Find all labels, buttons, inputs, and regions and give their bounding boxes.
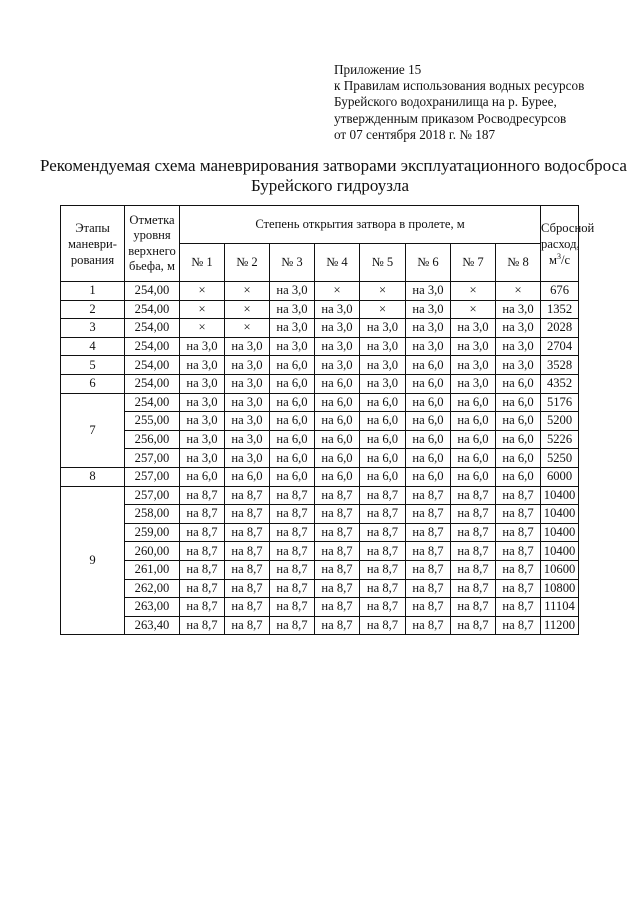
gate-opening-cell: на 8,7 bbox=[496, 579, 541, 598]
gate-opening-cell: на 8,7 bbox=[360, 579, 406, 598]
level-cell: 261,00 bbox=[125, 560, 180, 579]
gate-opening-cell: × bbox=[315, 282, 360, 301]
title-line-1: Рекомендуемая схема маневрирования затворами эксплуатационного водосброса bbox=[40, 156, 627, 175]
gate-opening-cell: на 8,7 bbox=[270, 486, 315, 505]
gate-opening-cell: на 3,0 bbox=[315, 337, 360, 356]
level-cell: 256,00 bbox=[125, 430, 180, 449]
gate-opening-cell: на 3,0 bbox=[180, 412, 225, 431]
gate-opening-cell: на 8,7 bbox=[451, 616, 496, 635]
stage-cell: 5 bbox=[61, 356, 125, 375]
level-cell: 257,00 bbox=[125, 486, 180, 505]
gate-opening-cell: на 6,0 bbox=[496, 449, 541, 468]
level-cell: 263,00 bbox=[125, 598, 180, 617]
header-gate-1: № 1 bbox=[180, 244, 225, 282]
header-gate-2: № 2 bbox=[225, 244, 270, 282]
gate-opening-cell: на 3,0 bbox=[270, 282, 315, 301]
gate-opening-cell: на 6,0 bbox=[360, 430, 406, 449]
table-row bbox=[61, 319, 579, 338]
table-row bbox=[61, 486, 579, 505]
header-gate-7: № 7 bbox=[451, 244, 496, 282]
gate-opening-cell: на 8,7 bbox=[315, 616, 360, 635]
flow-cell: 2028 bbox=[541, 319, 579, 338]
gate-opening-cell: на 8,7 bbox=[180, 486, 225, 505]
gate-opening-cell: на 6,0 bbox=[270, 449, 315, 468]
gate-opening-cell: на 6,0 bbox=[315, 412, 360, 431]
gate-opening-cell: на 8,7 bbox=[451, 598, 496, 617]
gate-opening-cell: на 3,0 bbox=[406, 337, 451, 356]
gate-opening-cell: на 8,7 bbox=[180, 616, 225, 635]
table-row bbox=[61, 356, 579, 375]
stage-cell: 7 bbox=[61, 393, 125, 467]
gate-opening-cell: на 8,7 bbox=[180, 542, 225, 561]
gate-opening-cell: на 8,7 bbox=[180, 523, 225, 542]
gate-opening-cell: на 3,0 bbox=[406, 300, 451, 319]
gate-opening-cell: на 6,0 bbox=[360, 467, 406, 486]
gate-opening-cell: на 3,0 bbox=[406, 319, 451, 338]
gate-opening-cell: × bbox=[360, 300, 406, 319]
gate-opening-cell: на 3,0 bbox=[225, 374, 270, 393]
gate-opening-cell: на 8,7 bbox=[360, 598, 406, 617]
appendix-line: Бурейского водохранилища на р. Бурее, bbox=[334, 94, 557, 110]
table-row bbox=[61, 282, 579, 301]
stage-cell: 8 bbox=[61, 467, 125, 486]
table-row bbox=[61, 579, 579, 598]
gate-opening-cell: на 8,7 bbox=[180, 560, 225, 579]
gate-opening-cell: на 8,7 bbox=[406, 598, 451, 617]
gate-opening-cell: на 8,7 bbox=[225, 598, 270, 617]
gate-opening-cell: на 8,7 bbox=[270, 560, 315, 579]
level-cell: 260,00 bbox=[125, 542, 180, 561]
table-row bbox=[61, 505, 579, 524]
flow-cell: 1352 bbox=[541, 300, 579, 319]
table-row bbox=[61, 598, 579, 617]
gate-opening-cell: на 3,0 bbox=[360, 319, 406, 338]
gate-opening-cell: на 8,7 bbox=[451, 542, 496, 561]
gate-opening-cell: на 3,0 bbox=[180, 374, 225, 393]
gate-opening-cell: на 8,7 bbox=[451, 579, 496, 598]
gate-opening-cell: на 6,0 bbox=[451, 412, 496, 431]
gate-opening-cell: × bbox=[451, 300, 496, 319]
gate-opening-cell: на 8,7 bbox=[315, 598, 360, 617]
gate-opening-cell: на 6,0 bbox=[225, 467, 270, 486]
gate-opening-cell: на 3,0 bbox=[496, 319, 541, 338]
gate-opening-cell: на 3,0 bbox=[315, 300, 360, 319]
gate-opening-cell: на 6,0 bbox=[406, 412, 451, 431]
gate-opening-cell: на 6,0 bbox=[451, 467, 496, 486]
appendix-line: утвержденным приказом Росводресурсов bbox=[334, 110, 567, 126]
header-flow-sup: 3 bbox=[556, 251, 561, 261]
flow-cell: 10400 bbox=[541, 542, 579, 561]
gate-opening-cell: на 8,7 bbox=[225, 616, 270, 635]
gate-opening-cell: на 3,0 bbox=[225, 337, 270, 356]
gate-opening-cell: на 3,0 bbox=[451, 319, 496, 338]
gate-opening-cell: на 8,7 bbox=[451, 505, 496, 524]
stage-cell: 2 bbox=[61, 300, 125, 319]
flow-cell: 10400 bbox=[541, 505, 579, 524]
gate-opening-cell: на 8,7 bbox=[406, 579, 451, 598]
gate-opening-cell: на 3,0 bbox=[225, 393, 270, 412]
level-cell: 254,00 bbox=[125, 300, 180, 319]
flow-cell: 10600 bbox=[541, 560, 579, 579]
table-row bbox=[61, 337, 579, 356]
table-row bbox=[61, 542, 579, 561]
gate-opening-cell: на 3,0 bbox=[315, 319, 360, 338]
gate-opening-cell: на 8,7 bbox=[270, 616, 315, 635]
flow-cell: 11200 bbox=[541, 616, 579, 635]
gate-opening-cell: на 3,0 bbox=[270, 337, 315, 356]
appendix-line: Приложение 15 bbox=[334, 62, 422, 77]
header-gates-group: Степень открытия затвора в пролете, м bbox=[180, 206, 541, 244]
gate-opening-cell: на 8,7 bbox=[180, 505, 225, 524]
gate-opening-cell: на 8,7 bbox=[315, 486, 360, 505]
table-row bbox=[61, 467, 579, 486]
gate-opening-cell: на 6,0 bbox=[496, 374, 541, 393]
gate-opening-cell: на 8,7 bbox=[270, 598, 315, 617]
flow-cell: 10400 bbox=[541, 486, 579, 505]
gate-opening-cell: на 3,0 bbox=[225, 356, 270, 375]
gate-opening-cell: на 3,0 bbox=[270, 319, 315, 338]
table-row bbox=[61, 300, 579, 319]
gate-opening-cell: на 8,7 bbox=[360, 486, 406, 505]
gate-opening-cell: на 8,7 bbox=[406, 523, 451, 542]
gate-opening-cell: на 8,7 bbox=[315, 560, 360, 579]
gate-opening-cell: на 6,0 bbox=[315, 374, 360, 393]
gate-opening-cell: на 8,7 bbox=[496, 523, 541, 542]
gate-opening-cell: × bbox=[225, 282, 270, 301]
flow-cell: 676 bbox=[541, 282, 579, 301]
gate-opening-cell: на 8,7 bbox=[406, 542, 451, 561]
gate-opening-cell: на 8,7 bbox=[496, 560, 541, 579]
gate-opening-cell: на 6,0 bbox=[451, 393, 496, 412]
table-row bbox=[61, 374, 579, 393]
gate-opening-cell: на 6,0 bbox=[360, 393, 406, 412]
gate-opening-cell: на 3,0 bbox=[225, 412, 270, 431]
table-row bbox=[61, 430, 579, 449]
gate-opening-cell: на 6,0 bbox=[315, 393, 360, 412]
gate-opening-cell: на 8,7 bbox=[496, 616, 541, 635]
gate-opening-cell: на 8,7 bbox=[360, 560, 406, 579]
gate-opening-cell: на 3,0 bbox=[496, 300, 541, 319]
level-cell: 254,00 bbox=[125, 337, 180, 356]
gate-opening-cell: на 8,7 bbox=[406, 616, 451, 635]
gate-opening-cell: на 6,0 bbox=[496, 467, 541, 486]
flow-cell: 3528 bbox=[541, 356, 579, 375]
gate-opening-cell: на 6,0 bbox=[270, 467, 315, 486]
gate-opening-cell: × bbox=[180, 300, 225, 319]
flow-cell: 6000 bbox=[541, 467, 579, 486]
gate-opening-cell: на 3,0 bbox=[451, 337, 496, 356]
gate-opening-cell: на 6,0 bbox=[315, 467, 360, 486]
gate-opening-cell: на 6,0 bbox=[451, 449, 496, 468]
gate-opening-cell: × bbox=[225, 300, 270, 319]
gate-opening-cell: на 8,7 bbox=[406, 486, 451, 505]
gate-opening-cell: на 6,0 bbox=[270, 412, 315, 431]
gate-opening-cell: на 8,7 bbox=[225, 523, 270, 542]
gate-opening-cell: на 8,7 bbox=[270, 523, 315, 542]
gate-opening-cell: на 8,7 bbox=[225, 560, 270, 579]
gate-opening-cell: на 3,0 bbox=[406, 282, 451, 301]
level-cell: 255,00 bbox=[125, 412, 180, 431]
gate-opening-cell: на 3,0 bbox=[496, 337, 541, 356]
gate-opening-cell: на 8,7 bbox=[496, 505, 541, 524]
gate-opening-cell: на 8,7 bbox=[270, 505, 315, 524]
level-cell: 259,00 bbox=[125, 523, 180, 542]
flow-cell: 5250 bbox=[541, 449, 579, 468]
flow-cell: 5226 bbox=[541, 430, 579, 449]
level-cell: 254,00 bbox=[125, 356, 180, 375]
gate-opening-cell: на 8,7 bbox=[315, 505, 360, 524]
header-gate-6: № 6 bbox=[406, 244, 451, 282]
gate-opening-cell: на 6,0 bbox=[315, 449, 360, 468]
flow-cell: 2704 bbox=[541, 337, 579, 356]
gate-opening-cell: на 8,7 bbox=[360, 523, 406, 542]
flow-cell: 11104 bbox=[541, 598, 579, 617]
gate-opening-cell: на 8,7 bbox=[315, 579, 360, 598]
level-cell: 257,00 bbox=[125, 449, 180, 468]
gate-opening-cell: на 3,0 bbox=[360, 374, 406, 393]
table-row bbox=[61, 393, 579, 412]
document-title bbox=[40, 156, 627, 196]
gate-opening-cell: на 6,0 bbox=[270, 430, 315, 449]
gate-opening-cell: на 6,0 bbox=[406, 467, 451, 486]
table-row bbox=[61, 616, 579, 635]
gate-opening-cell: × bbox=[225, 319, 270, 338]
gate-opening-cell: на 6,0 bbox=[315, 430, 360, 449]
flow-cell: 5200 bbox=[541, 412, 579, 431]
gate-opening-cell: на 8,7 bbox=[496, 598, 541, 617]
level-cell: 254,00 bbox=[125, 319, 180, 338]
flow-cell: 10400 bbox=[541, 523, 579, 542]
flow-cell: 4352 bbox=[541, 374, 579, 393]
stage-cell: 9 bbox=[61, 486, 125, 635]
gate-opening-cell: на 8,7 bbox=[180, 598, 225, 617]
gate-opening-cell: на 6,0 bbox=[270, 393, 315, 412]
header-flow bbox=[541, 206, 595, 282]
stage-cell: 1 bbox=[61, 282, 125, 301]
gate-opening-cell: на 8,7 bbox=[270, 542, 315, 561]
gate-opening-cell: на 8,7 bbox=[451, 560, 496, 579]
level-cell: 254,00 bbox=[125, 282, 180, 301]
appendix-line: к Правилам использования водных ресурсов bbox=[334, 78, 585, 94]
table-row bbox=[61, 523, 579, 542]
gate-opening-cell: × bbox=[360, 282, 406, 301]
table-row bbox=[61, 560, 579, 579]
gate-opening-cell: на 8,7 bbox=[270, 579, 315, 598]
gate-opening-cell: × bbox=[180, 319, 225, 338]
header-gate-8: № 8 bbox=[496, 244, 541, 282]
gate-opening-cell: на 8,7 bbox=[496, 542, 541, 561]
gate-opening-cell: на 8,7 bbox=[180, 579, 225, 598]
appendix-note bbox=[334, 62, 624, 143]
header-flow-tail: /с bbox=[560, 252, 571, 267]
gate-opening-cell: на 8,7 bbox=[451, 523, 496, 542]
table-row bbox=[61, 449, 579, 468]
gate-opening-cell: на 6,0 bbox=[496, 430, 541, 449]
gate-opening-cell: на 6,0 bbox=[406, 356, 451, 375]
appendix-line: от 07 сентября 2018 г. № 187 bbox=[334, 126, 496, 142]
gate-opening-cell: на 3,0 bbox=[360, 356, 406, 375]
gate-opening-cell: на 3,0 bbox=[451, 374, 496, 393]
gate-opening-cell: на 3,0 bbox=[270, 300, 315, 319]
gate-opening-cell: на 8,7 bbox=[360, 542, 406, 561]
level-cell: 263,40 bbox=[125, 616, 180, 635]
gate-opening-cell: на 8,7 bbox=[406, 505, 451, 524]
level-cell: 254,00 bbox=[125, 374, 180, 393]
stage-cell: 3 bbox=[61, 319, 125, 338]
level-cell: 262,00 bbox=[125, 579, 180, 598]
level-cell: 254,00 bbox=[125, 393, 180, 412]
gate-opening-cell: на 3,0 bbox=[360, 337, 406, 356]
table-row bbox=[61, 412, 579, 431]
gate-opening-cell: на 8,7 bbox=[360, 616, 406, 635]
table-body bbox=[61, 282, 579, 635]
header-gate-3: № 3 bbox=[270, 244, 315, 282]
gate-opening-cell: на 8,7 bbox=[225, 542, 270, 561]
header-flow-text: Сбросной расход, м bbox=[541, 220, 595, 267]
gate-opening-cell: на 8,7 bbox=[406, 560, 451, 579]
gate-opening-cell: на 3,0 bbox=[451, 356, 496, 375]
gate-opening-cell: на 6,0 bbox=[360, 449, 406, 468]
gate-opening-cell: на 3,0 bbox=[180, 430, 225, 449]
gate-opening-cell: на 3,0 bbox=[496, 356, 541, 375]
gate-opening-cell: на 6,0 bbox=[270, 356, 315, 375]
gate-opening-cell: на 6,0 bbox=[496, 393, 541, 412]
gate-opening-cell: × bbox=[451, 282, 496, 301]
level-cell: 257,00 bbox=[125, 467, 180, 486]
gate-opening-cell: × bbox=[180, 282, 225, 301]
flow-cell: 10800 bbox=[541, 579, 579, 598]
gate-opening-cell: на 6,0 bbox=[270, 374, 315, 393]
gate-opening-cell: на 8,7 bbox=[315, 542, 360, 561]
title-line-2: Бурейского гидроузла bbox=[250, 176, 410, 195]
flow-cell: 5176 bbox=[541, 393, 579, 412]
header-gate-5: № 5 bbox=[360, 244, 406, 282]
gate-opening-cell: на 6,0 bbox=[360, 412, 406, 431]
gate-opening-cell: на 6,0 bbox=[451, 430, 496, 449]
header-level: Отметка уровня верхнего бьефа, м bbox=[125, 206, 180, 282]
gate-opening-cell: на 6,0 bbox=[406, 374, 451, 393]
gate-opening-cell: на 3,0 bbox=[225, 430, 270, 449]
gate-opening-cell: на 3,0 bbox=[180, 393, 225, 412]
gate-opening-cell: на 8,7 bbox=[315, 523, 360, 542]
gate-opening-cell: на 8,7 bbox=[451, 486, 496, 505]
stage-cell: 4 bbox=[61, 337, 125, 356]
level-cell: 258,00 bbox=[125, 505, 180, 524]
gate-opening-cell: на 6,0 bbox=[496, 412, 541, 431]
gate-opening-cell: на 3,0 bbox=[180, 449, 225, 468]
stage-cell: 6 bbox=[61, 374, 125, 393]
gate-opening-cell: на 8,7 bbox=[496, 486, 541, 505]
gate-opening-cell: на 8,7 bbox=[225, 486, 270, 505]
gate-opening-cell: на 3,0 bbox=[225, 449, 270, 468]
gate-opening-cell: на 8,7 bbox=[225, 579, 270, 598]
gate-opening-cell: на 8,7 bbox=[360, 505, 406, 524]
gate-opening-cell: на 8,7 bbox=[225, 505, 270, 524]
gate-opening-cell: на 3,0 bbox=[315, 356, 360, 375]
header-gate-4: № 4 bbox=[315, 244, 360, 282]
gate-opening-cell: на 6,0 bbox=[406, 393, 451, 412]
gate-opening-cell: на 6,0 bbox=[180, 467, 225, 486]
gate-opening-cell: на 6,0 bbox=[406, 430, 451, 449]
maneuvering-table bbox=[60, 205, 595, 635]
gate-opening-cell: на 3,0 bbox=[180, 356, 225, 375]
gate-opening-cell: × bbox=[496, 282, 541, 301]
gate-opening-cell: на 6,0 bbox=[406, 449, 451, 468]
header-stage: Этапы маневри-рования bbox=[61, 206, 125, 282]
gate-opening-cell: на 3,0 bbox=[180, 337, 225, 356]
